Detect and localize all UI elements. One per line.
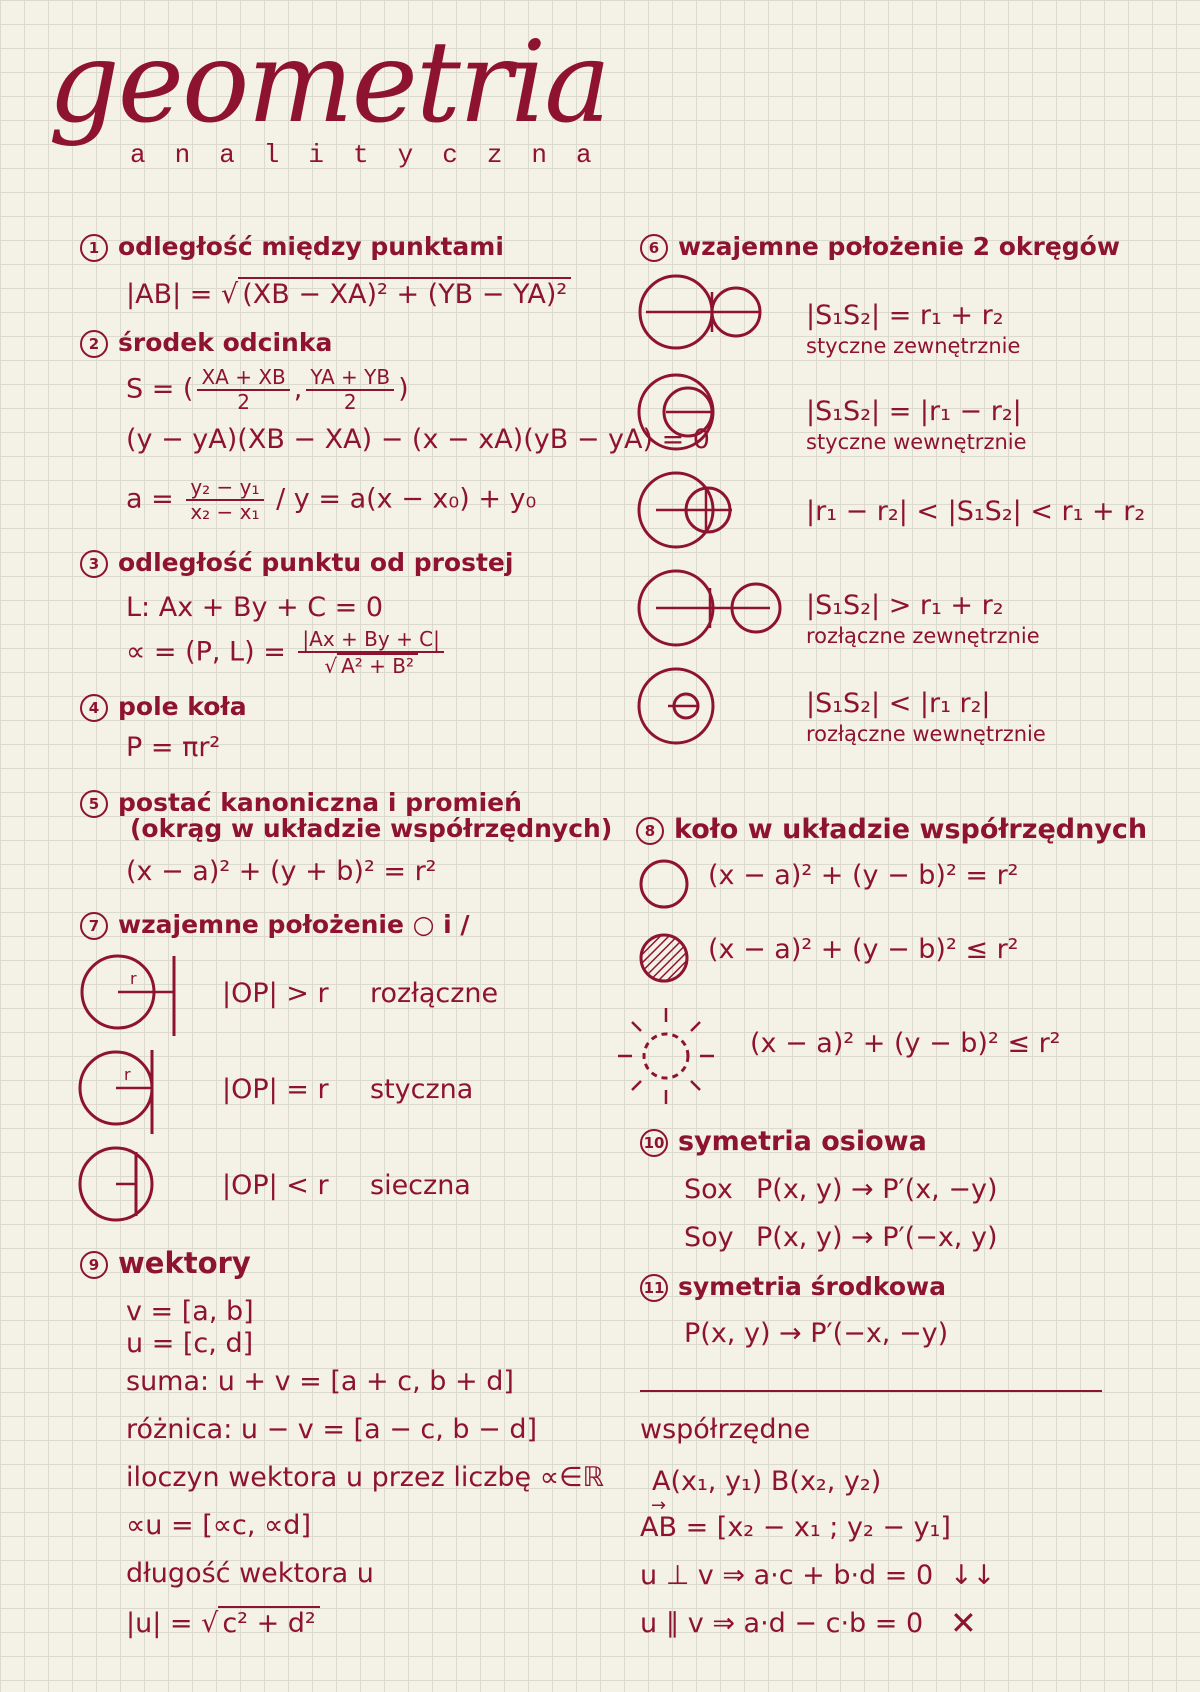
section-6-heading [640, 232, 1120, 262]
section-8-heading [636, 814, 1147, 845]
vector-diff-label: różnica: [126, 1414, 241, 1445]
closed-disk-inequality: (x − a)² + (y − b)² ≤ r² [708, 934, 1019, 965]
section-4-title: pole koła [118, 692, 247, 721]
circles-internally-tangent-diagram [636, 370, 726, 454]
points-definition: A(x₁, y₁) B(x₂, y₂) [652, 1466, 882, 1497]
vector-ab-label: → AB [640, 1512, 677, 1543]
sun-rays [618, 1008, 714, 1104]
vector-ab-formula [640, 1512, 951, 1543]
soy-expr: P(x, y) → P′(−x, y) [756, 1222, 998, 1253]
circles-externally-disjoint-diagram [636, 566, 786, 650]
midpoint-formula [126, 366, 409, 414]
vector-diff-expr: u − v = [a − c, b − d] [240, 1414, 538, 1445]
perpendicular-symbol: ↓↓ [950, 1560, 996, 1591]
tangent-label: styczna [370, 1074, 474, 1105]
section-11-title: symetria środkowa [678, 1272, 946, 1301]
circles-int-tangent-label: styczne wewnętrznie [806, 430, 1027, 454]
midpoint-close: ) [398, 373, 409, 405]
page-title: geometria [48, 18, 610, 148]
circles-int-disjoint-label: rozłączne wewnętrznie [806, 722, 1046, 746]
slope-line-eq: / y = a(x − x₀) + y₀ [276, 483, 537, 515]
section-number-5: 5 [80, 790, 108, 818]
distance-lhs: |AB| = [126, 279, 221, 310]
hatched-disk-shape [641, 935, 687, 981]
dashed-circle-shape [644, 1034, 688, 1078]
vector-length-radicand: c² + d² [218, 1606, 319, 1639]
slope-num: y₂ − y₁ [186, 476, 263, 501]
circle-line-disjoint-diagram [78, 950, 188, 1040]
section-6-title: wzajemne położenie 2 okręgów [678, 232, 1120, 261]
section-number-1: 1 [80, 234, 108, 262]
section-10-heading [640, 1126, 927, 1157]
circle-outline-icon [638, 858, 694, 914]
section-3-title: odległość punktu od prostej [118, 548, 514, 577]
section-11-heading [640, 1272, 946, 1302]
section-9-title: wektory [118, 1246, 251, 1280]
section-8-title: koło w układzie współrzędnych [674, 814, 1148, 845]
midpoint-lhs: S = ( [126, 373, 194, 405]
vector-ab-value: = [x₂ − x₁ ; y₂ − y₁] [677, 1512, 951, 1543]
distance-formula: |AB| = √ (XB − XA)² + (YB − YA)² [126, 277, 571, 310]
radius-label: r [124, 1065, 131, 1084]
point-line-num: |Ax + By + C| [298, 628, 443, 653]
vector-u-def: u = [c, d] [126, 1328, 254, 1359]
radius-label: r [130, 969, 137, 988]
circles-int-disjoint-formula: |S₁S₂| < |r₁ r₂| [806, 688, 991, 719]
section-4-heading [80, 692, 247, 722]
disk-dashed-sun-icon [614, 1004, 718, 1108]
vector-length-formula: |u| = √ c² + d² [126, 1606, 320, 1639]
secant-label: sieczna [370, 1170, 471, 1201]
midpoint-x-frac [197, 366, 289, 414]
disjoint-condition: |OP| > r [222, 978, 329, 1009]
section-1-heading [80, 232, 504, 262]
midpoint-x-num: XA + XB [197, 366, 289, 391]
vector-length-text: długość wektora u [126, 1558, 374, 1589]
section-number-10: 10 [640, 1129, 668, 1157]
slope-formula [126, 476, 536, 524]
parallel-symbol: ✕ [950, 1604, 977, 1642]
midpoint-y-den: 2 [343, 390, 357, 414]
parallel-condition: u ∥ v ⇒ a·d − c·b = 0 [640, 1608, 924, 1639]
section-number-3: 3 [80, 550, 108, 578]
section-7-heading [80, 910, 470, 940]
sox-expr: P(x, y) → P′(x, −y) [756, 1174, 998, 1205]
midpoint-y-num: YA + YB [306, 366, 394, 391]
circles-ext-disjoint-formula: |S₁S₂| > r₁ + r₂ [806, 590, 1004, 621]
midpoint-y-frac [306, 366, 394, 414]
soy-label: Soy [684, 1222, 734, 1253]
secant-condition: |OP| < r [222, 1170, 329, 1201]
section-number-7: 7 [80, 912, 108, 940]
section-5-subtitle: (okrąg w układzie współrzędnych) [130, 814, 613, 843]
disjoint-label: rozłączne [370, 978, 499, 1009]
section-7-title: wzajemne położenie ○ i / [118, 910, 470, 939]
sox-label: Sox [684, 1174, 733, 1205]
point-line-distance [126, 628, 448, 678]
section-number-9: 9 [80, 1251, 108, 1279]
section-10-title: symetria osiowa [678, 1126, 927, 1157]
section-5-title: postać kanoniczna i promień [118, 788, 522, 817]
section-2-heading [80, 328, 332, 358]
tangent-condition: |OP| = r [222, 1074, 329, 1105]
scalar-multiplication-text: iloczyn wektora u przez liczbę ∝∈ℝ [126, 1462, 604, 1493]
circles-externally-tangent-diagram [636, 272, 766, 354]
point-line-lhs: ∝ = (P, L) = [126, 636, 295, 668]
canonical-circle-eq: (x − a)² + (y + b)² = r² [126, 856, 437, 887]
separator-line [640, 1390, 1102, 1392]
distance-radicand: (XB − XA)² + (YB − YA)² [238, 277, 571, 310]
page-subtitle: analityczna [130, 140, 621, 170]
circles-int-tangent-formula: |S₁S₂| = |r₁ − r₂| [806, 396, 1022, 427]
perpendicular-condition: u ⊥ v ⇒ a·c + b·d = 0 [640, 1560, 934, 1591]
line-general-eq: L: Ax + By + C = 0 [126, 592, 384, 623]
circles-internally-disjoint-diagram [636, 664, 726, 748]
midpoint-comma: , [293, 373, 303, 405]
circle-line-tangent-diagram [78, 1046, 188, 1136]
section-1-title: odległość między punktami [118, 232, 504, 261]
circles-ext-disjoint-label: rozłączne zewnętrznie [806, 624, 1040, 648]
vector-sum-expr: u + v = [a + c, b + d] [217, 1366, 514, 1397]
closed-disk-icon [638, 932, 694, 988]
vector-length-lhs: |u| = [126, 1608, 202, 1639]
circle-line-secant-diagram [78, 1142, 188, 1232]
slope-den: x₂ − x₁ [190, 500, 260, 524]
circles-intersecting-formula: |r₁ − r₂| < |S₁S₂| < r₁ + r₂ [806, 496, 1146, 527]
section-number-6: 6 [640, 234, 668, 262]
section-3-heading [80, 548, 513, 578]
circle-area-formula: P = πr² [126, 732, 221, 763]
vector-v-def: v = [a, b] [126, 1296, 254, 1327]
coordinates-heading: współrzędne [640, 1414, 811, 1445]
section-number-8: 8 [636, 817, 664, 845]
line-through-two-points: (y − yA)(XB − XA) − (x − xA)(yB − yA) = 0 [126, 424, 710, 455]
circles-intersecting-diagram [636, 468, 746, 552]
circles-ext-tangent-formula: |S₁S₂| = r₁ + r₂ [806, 300, 1004, 331]
vector-sum [126, 1366, 514, 1397]
slope-lhs: a = [126, 483, 183, 515]
circle-equation: (x − a)² + (y − b)² = r² [708, 860, 1019, 891]
section-number-2: 2 [80, 330, 108, 358]
point-line-den-rad: A² + B² [337, 653, 418, 678]
section-9-heading [80, 1246, 251, 1280]
section-number-4: 4 [80, 694, 108, 722]
section-number-11: 11 [640, 1274, 668, 1302]
point-line-frac [298, 628, 443, 678]
slope-frac [186, 476, 263, 524]
vector-sum-label: suma: [126, 1366, 218, 1397]
scalar-multiplication-expr: ∝u = [∝c, ∝d] [126, 1510, 311, 1541]
central-symmetry-expr: P(x, y) → P′(−x, −y) [684, 1318, 949, 1349]
midpoint-x-den: 2 [237, 390, 250, 414]
circle-outline-shape [641, 861, 687, 907]
point-line-den: √ A² + B² [298, 653, 443, 678]
disk-inequality: (x − a)² + (y − b)² ≤ r² [750, 1028, 1061, 1059]
circles-ext-tangent-label: styczne zewnętrznie [806, 334, 1021, 358]
section-2-title: środek odcinka [118, 328, 333, 357]
vector-difference [126, 1414, 537, 1445]
